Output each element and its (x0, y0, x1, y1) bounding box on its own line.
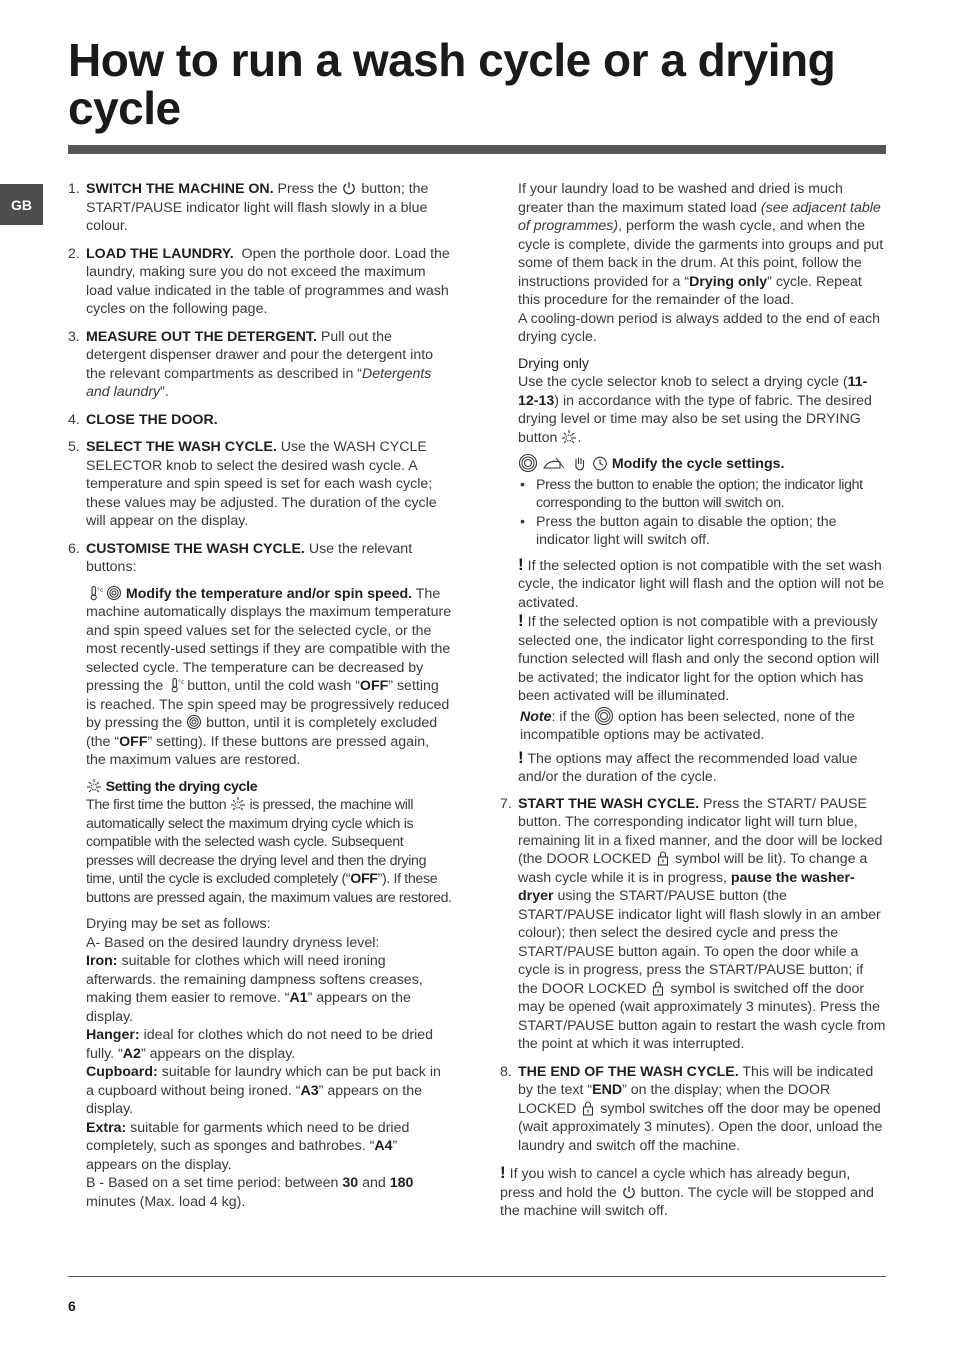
delay-timer-icon (592, 455, 608, 471)
subsection-heading: Modify the cycle settings. (611, 456, 785, 472)
page-title: How to run a wash cycle or a drying cycle (68, 34, 836, 134)
page-number: 6 (68, 1298, 76, 1314)
step-1: 1. SWITCH THE MACHINE ON. Press the button; the START/PAUSE indicator light will flash slowly in a blue colour. (68, 181, 429, 234)
subsection-heading: Drying only (518, 355, 589, 372)
cancel-note: ! If you wish to cancel a cycle which has already begun, press and hold the button. The cycle will be stopped and the machine will switch off. (500, 1163, 874, 1219)
hand-icon (572, 455, 588, 471)
note-label: Note (520, 708, 552, 725)
warnings: ! If the selected option is not compatible with the set wash cycle, the indicator light will flash and the option will not be activated. ! If the selected option is not compatible with a previously selected one, the indicator light corresponding to the first function selected will flash and only the second option will be activated; the indicator light for the option which has been activated will be illuminated. Note: if the option has been selected, none of the incompatible options may be activated. ! The options may affect the recommended load value and/or the duration of the cycle. (518, 554, 884, 785)
step-3: 3. MEASURE OUT THE DETERGENT. Pull out the detergent dispenser drawer and pour the detergent into the relevant compartments as described in “Detergents and laundry”. (68, 328, 434, 400)
warning-icon: ! (518, 611, 524, 630)
svg-text:°c: °c (97, 586, 104, 594)
step-heading: CUSTOMISE THE WASH CYCLE. (86, 540, 305, 557)
options-section (500, 453, 886, 550)
drying-options: Drying may be set as follows: A- Based on the desired laundry dryness level: Iron: suitable for clothes which will need ironing afterwards. the remaining dampness softens creases, making them easier to remove. “A1” appears on the display. Hanger: ideal for clothes which do not need to be dried fully. “A2” appears on the display. Cupboard: suitable for laundry which can be put back in a cupboard without being ironed. “A3” appears on the display. Extra: suitable for garments which need to be dried completely, such as sponges and bathrobes. “A4” appears on the display. B - Based on a set time period: between 30 and 180 minutes (Max. load 4 kg). (86, 916, 441, 1210)
warning-icon: ! (518, 554, 524, 574)
warning-icon: ! (518, 747, 524, 767)
step-heading: START THE WASH CYCLE. (518, 795, 700, 812)
lock-icon (580, 1100, 596, 1116)
super-wash-icon (518, 453, 538, 473)
list-item: • Press the button again to disable the option; the indicator light will switch off. (518, 513, 886, 550)
lock-icon (655, 850, 671, 866)
footer-divider (68, 1276, 886, 1277)
drying-icon (230, 796, 246, 812)
option-bullets (518, 476, 886, 550)
spin-icon (186, 714, 202, 730)
power-icon (341, 180, 357, 196)
easy-iron-icon (542, 455, 568, 471)
thermometer-icon (86, 585, 102, 601)
step-2: 2. LOAD THE LAUNDRY. Open the porthole door. Load the laundry, making sure you do not exceed the maximum load value indicated in the table of programmes and wash cycles on the following page. (68, 245, 450, 317)
step-heading: SWITCH THE MACHINE ON. (86, 181, 274, 197)
left-column (68, 180, 452, 1220)
super-wash-icon (594, 706, 614, 726)
step-6: 6. CUSTOMISE THE WASH CYCLE. Use the relevant buttons: °c Modify the temperature and/or spin speed. The machine automatically displays the maximum temperature and spin speed values set for the selected cycle, or the most recently-used settings if they are compatible with the selected cycle. The temperature can be decreased by pressing the °c button, until the cold wash “OFF” setting is reached. The spin speed may be progressively reduced by pressing the button, until it is completely excluded (the “OFF” setting). If these buttons are pressed again, the maximum values are restored. Setting the drying cycle The first time the button is pressed, the machine will automatically select the maximum drying cycle which is compatible with the selected wash cycle. Subsequent presses will decrease the drying level and then the drying time, until the cycle is excluded completely (“OFF”). If these buttons are pressed again, the maximum values are restored. Drying may be set as follows: A- Based on the desired laundry dryness level: Iron: suitable for clothes which will need ironing afterwards. the remaining dampness softens creases, making them easier to remove. “A1” appears on the display. Hanger: ideal for clothes which do not need to be dried fully. “A2” appears on the display. Cupboard: suitable for laundry which can be put back in a cupboard without being ironed. “A3” appears on the display. Extra: suitable for garments which need to be dried completely, such as sponges and bathrobes. “A4” appears on the display. B - Based on a set time period: between 30 and 180 minutes (Max. load 4 kg). (68, 540, 452, 1210)
drying-cycle-section: Setting the drying cycle The first time the button is pressed, the machine will automatically select the maximum drying cycle which is compatible with the selected wash cycle. Subsequent presses will decrease the drying level and then the drying time, until the cycle is excluded completely (“OFF”). If these buttons are pressed again, the maximum values are restored. (86, 778, 452, 906)
language-tab: GB (0, 184, 43, 225)
svg-text:°c: °c (178, 679, 185, 686)
right-column (500, 180, 886, 1221)
title-divider (68, 145, 886, 154)
step-5: 5. SELECT THE WASH CYCLE. Use the WASH CYCLE SELECTOR knob to select the desired wash cycle. A temperature and spin speed is set for each wash cycle; these values may be adjusted. The duration of the cycle will appear on the display. (68, 439, 437, 529)
subsection-heading: Modify the temperature and/or spin speed. (125, 585, 413, 602)
step-8: 8. THE END OF THE WASH CYCLE. This will be indicated by the text “END” on the display; when the DOOR LOCKED symbol switches off the door may be opened (wait approximately 3 minutes). Open the door, unload the laundry and switch off the machine. (500, 1063, 883, 1154)
warning-icon: ! (500, 1163, 506, 1182)
temperature-spin-section: °c Modify the temperature and/or spin speed. The machine automatically displays the maximum temperature and spin speed values set for the selected cycle, or the most recently-used settings if they are compatible with the selected cycle. The temperature can be decreased by pressing the °c button, until the cold wash “OFF” setting is reached. The spin speed may be progressively reduced by pressing the button, until it is completely excluded (the “OFF” setting). If these buttons are pressed again, the maximum values are restored. (86, 585, 452, 768)
spin-icon (106, 585, 122, 601)
step-4: 4. CLOSE THE DOOR. (68, 411, 218, 428)
load-intro: If your laundry load to be washed and dried is much greater than the maximum stated load (see adjacent table of programmes), perform the wash cycle, and when the cycle is complete, divide the garments into groups and put some of them back in the drum. At this point, follow the instructions provided for a “Drying only” cycle. Repeat this procedure for the remainder of the load. A cooling-down period is always added to the end of each drying cycle. (518, 181, 884, 345)
step-heading: LOAD THE LAUNDRY. (86, 245, 234, 262)
step-number: 1. (68, 181, 80, 197)
step-heading: SELECT THE WASH CYCLE. (86, 439, 277, 455)
thermometer-icon (167, 677, 183, 693)
step-heading: THE END OF THE WASH CYCLE. (518, 1063, 739, 1080)
lock-icon (650, 980, 666, 996)
drying-only-section: Drying only Use the cycle selector knob to select a drying cycle (11-12-13) in accordance with the type of fabric. The desired drying level or time may also be set using the DRYING button . (518, 355, 872, 446)
subsection-heading: Setting the drying cycle (105, 778, 258, 795)
power-icon (621, 1184, 637, 1200)
drying-icon (561, 429, 577, 445)
list-item: • Press the button to enable the option; the indicator light corresponding to the button will switch on. (518, 476, 886, 513)
drying-icon (86, 778, 102, 794)
step-heading: MEASURE OUT THE DETERGENT. (86, 328, 317, 345)
step-heading: CLOSE THE DOOR. (86, 411, 218, 428)
step-7: 7. START THE WASH CYCLE. Press the START/ PAUSE button. The corresponding indicator light will turn blue, remaining lit in a fixed manner, and the door will be locked (the DOOR LOCKED symbol will be lit). To change a wash cycle while it is in progress, pause the washer-dryer using the START/PAUSE button (the START/PAUSE indicator light will flash slowly in an amber colour); then select the desired cycle and press the START/PAUSE button again. To open the door while a cycle is in progress, press the START/PAUSE button; if the DOOR LOCKED symbol is switched off the door may be opened (wait approximately 3 minutes). Press the START/PAUSE button again to restart the wash cycle from the point at which it was interrupted. (500, 795, 886, 1052)
